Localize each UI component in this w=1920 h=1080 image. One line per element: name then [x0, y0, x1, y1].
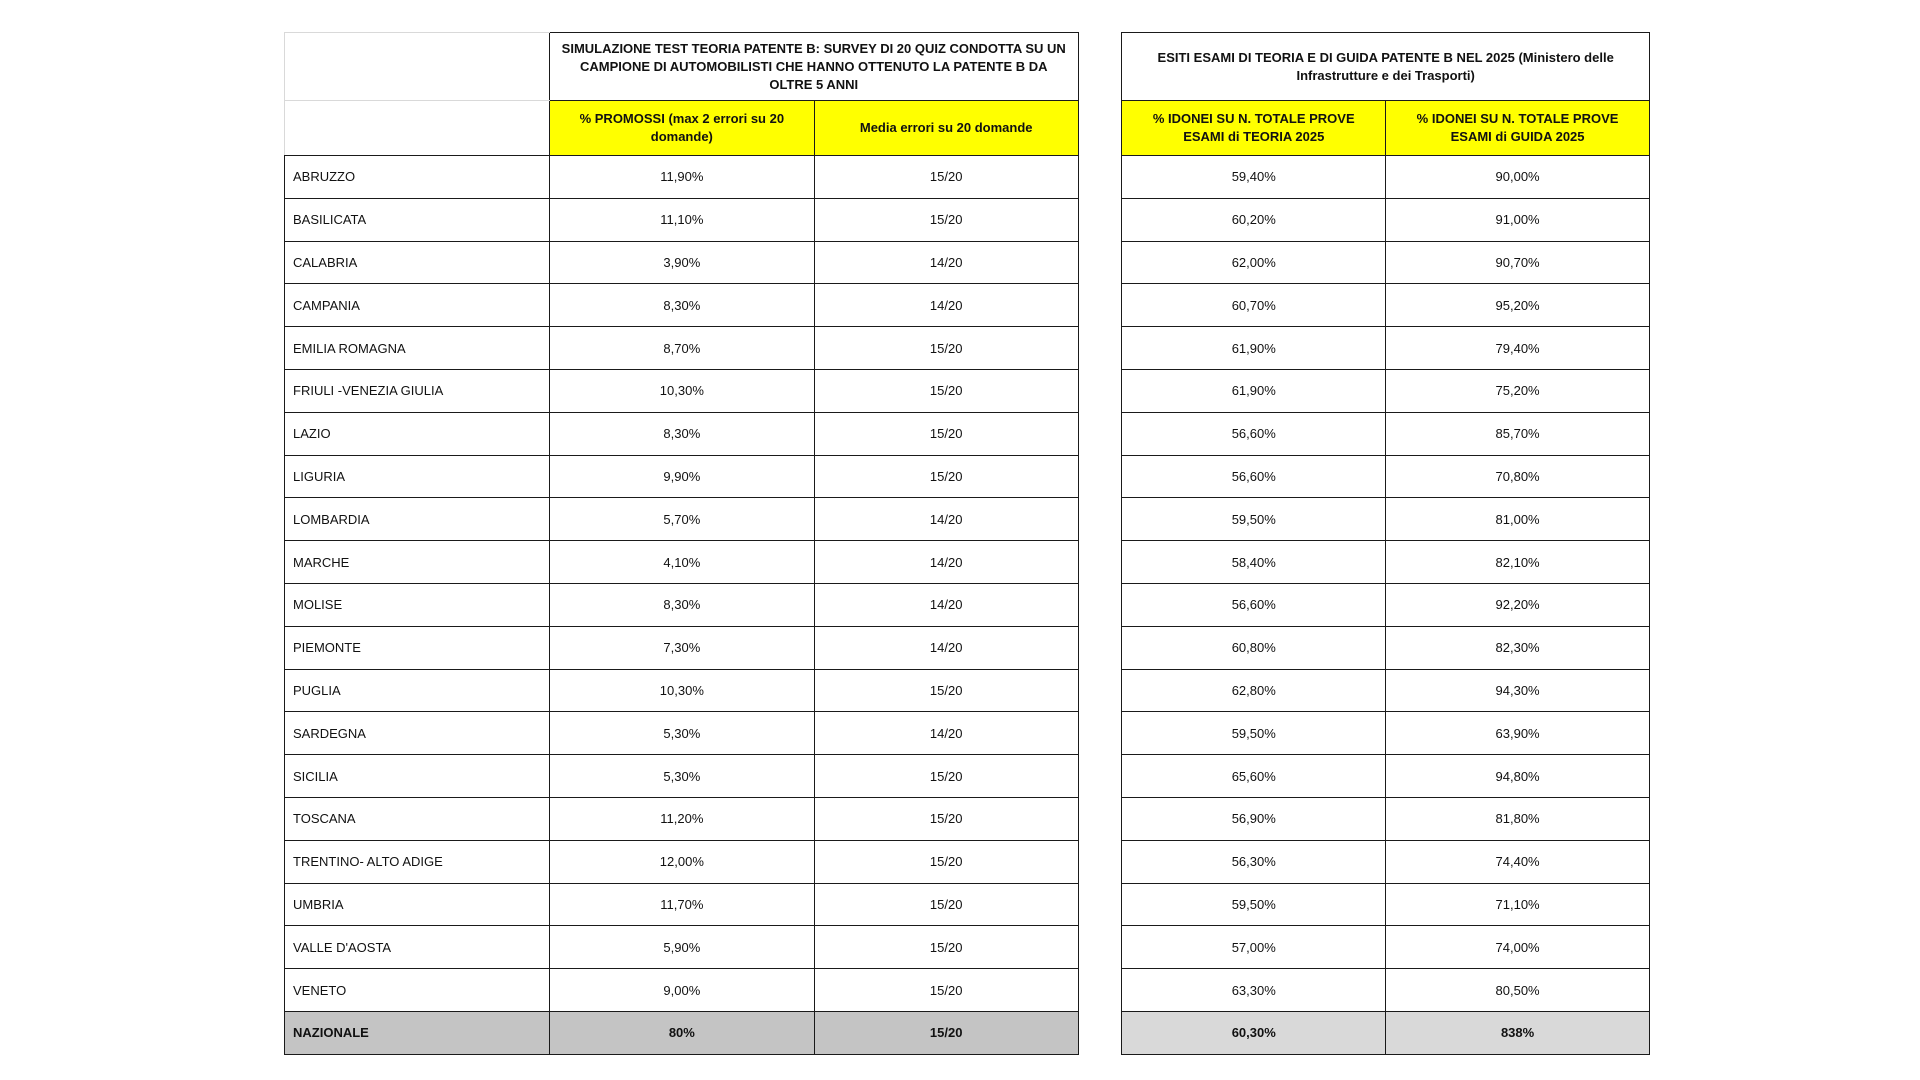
region-cell: VENETO — [285, 969, 550, 1012]
media-errori-cell: 15/20 — [814, 883, 1078, 926]
column-header-row — [285, 101, 1650, 156]
total-media-errori-cell: 15/20 — [814, 1011, 1078, 1054]
idonei-guida-cell: 82,30% — [1386, 626, 1650, 669]
table-row — [285, 712, 1650, 755]
promossi-cell: 11,20% — [549, 797, 814, 840]
promossi-cell: 11,70% — [549, 883, 814, 926]
promossi-cell: 9,90% — [549, 455, 814, 498]
media-errori-cell: 15/20 — [814, 755, 1078, 798]
column-gap — [1078, 198, 1122, 241]
region-cell: TOSCANA — [285, 797, 550, 840]
column-gap — [1078, 241, 1122, 284]
region-cell: BASILICATA — [285, 198, 550, 241]
column-gap — [1078, 156, 1122, 199]
media-errori-cell: 15/20 — [814, 969, 1078, 1012]
promossi-cell: 8,30% — [549, 583, 814, 626]
group-header-row — [285, 33, 1650, 101]
promossi-cell: 8,30% — [549, 284, 814, 327]
region-cell: CALABRIA — [285, 241, 550, 284]
idonei-teoria-cell: 58,40% — [1122, 541, 1386, 584]
region-cell: CAMPANIA — [285, 284, 550, 327]
table-row — [285, 797, 1650, 840]
idonei-teoria-cell: 59,40% — [1122, 156, 1386, 199]
table-row — [285, 498, 1650, 541]
total-promossi-cell: 80% — [549, 1011, 814, 1054]
region-cell: MARCHE — [285, 541, 550, 584]
exams-group-header: ESITI ESAMI DI TEORIA E DI GUIDA PATENTE B NEL 2025 (Ministero delle Infrastrutture e dei Trasporti) — [1122, 33, 1650, 101]
idonei-guida-cell: 82,10% — [1386, 541, 1650, 584]
column-gap — [1078, 1011, 1122, 1054]
media-errori-cell: 14/20 — [814, 241, 1078, 284]
media-errori-cell: 15/20 — [814, 926, 1078, 969]
idonei-guida-cell: 90,70% — [1386, 241, 1650, 284]
column-gap — [1078, 498, 1122, 541]
empty-header-cell — [285, 33, 550, 101]
column-gap — [1078, 369, 1122, 412]
idonei-guida-cell: 63,90% — [1386, 712, 1650, 755]
region-cell: PUGLIA — [285, 669, 550, 712]
idonei-guida-cell: 70,80% — [1386, 455, 1650, 498]
region-cell: MOLISE — [285, 583, 550, 626]
idonei-guida-cell: 79,40% — [1386, 327, 1650, 370]
idonei-guida-cell: 94,30% — [1386, 669, 1650, 712]
idonei-guida-cell: 74,00% — [1386, 926, 1650, 969]
idonei-teoria-cell: 61,90% — [1122, 327, 1386, 370]
column-gap — [1078, 284, 1122, 327]
promossi-cell: 10,30% — [549, 669, 814, 712]
column-gap — [1078, 755, 1122, 798]
media-errori-cell: 14/20 — [814, 712, 1078, 755]
media-errori-cell: 14/20 — [814, 626, 1078, 669]
idonei-teoria-cell: 60,20% — [1122, 198, 1386, 241]
total-idonei-teoria-cell: 60,30% — [1122, 1011, 1386, 1054]
table-row — [285, 369, 1650, 412]
media-errori-cell: 15/20 — [814, 198, 1078, 241]
promossi-cell: 11,10% — [549, 198, 814, 241]
idonei-guida-cell: 81,80% — [1386, 797, 1650, 840]
column-gap — [1078, 712, 1122, 755]
idonei-guida-cell: 94,80% — [1386, 755, 1650, 798]
idonei-teoria-cell: 56,60% — [1122, 412, 1386, 455]
table-row — [285, 755, 1650, 798]
table-body — [285, 33, 1650, 1055]
idonei-guida-cell: 90,00% — [1386, 156, 1650, 199]
table-row — [285, 840, 1650, 883]
region-cell: EMILIA ROMAGNA — [285, 327, 550, 370]
idonei-teoria-cell: 57,00% — [1122, 926, 1386, 969]
idonei-teoria-cell: 63,30% — [1122, 969, 1386, 1012]
table-row — [285, 198, 1650, 241]
column-gap — [1078, 541, 1122, 584]
media-errori-cell: 14/20 — [814, 284, 1078, 327]
total-idonei-guida-cell: 838% — [1386, 1011, 1650, 1054]
media-errori-cell: 14/20 — [814, 498, 1078, 541]
col-header-idonei-teoria: % IDONEI SU N. TOTALE PROVE ESAMI di TEORIA 2025 — [1122, 101, 1386, 156]
promossi-cell: 12,00% — [549, 840, 814, 883]
idonei-teoria-cell: 56,60% — [1122, 455, 1386, 498]
media-errori-cell: 15/20 — [814, 327, 1078, 370]
idonei-guida-cell: 75,20% — [1386, 369, 1650, 412]
region-cell: PIEMONTE — [285, 626, 550, 669]
region-cell: TRENTINO- ALTO ADIGE — [285, 840, 550, 883]
table-row — [285, 583, 1650, 626]
idonei-teoria-cell: 65,60% — [1122, 755, 1386, 798]
promossi-cell: 5,70% — [549, 498, 814, 541]
table-row — [285, 883, 1650, 926]
promossi-cell: 7,30% — [549, 626, 814, 669]
idonei-teoria-cell: 59,50% — [1122, 883, 1386, 926]
region-cell: LIGURIA — [285, 455, 550, 498]
idonei-teoria-cell: 60,80% — [1122, 626, 1386, 669]
column-gap — [1078, 455, 1122, 498]
promossi-cell: 4,10% — [549, 541, 814, 584]
idonei-guida-cell: 71,10% — [1386, 883, 1650, 926]
idonei-guida-cell: 81,00% — [1386, 498, 1650, 541]
idonei-guida-cell: 92,20% — [1386, 583, 1650, 626]
column-gap — [1078, 883, 1122, 926]
survey-group-header: SIMULAZIONE TEST TEORIA PATENTE B: SURVEY DI 20 QUIZ CONDOTTA SU UN CAMPIONE DI AUTOMOBILISTI CHE HANNO OTTENUTO LA PATENTE B DA OLTRE 5 ANNI — [549, 33, 1078, 101]
region-cell: LAZIO — [285, 412, 550, 455]
promossi-cell: 3,90% — [549, 241, 814, 284]
column-gap — [1078, 412, 1122, 455]
media-errori-cell: 15/20 — [814, 412, 1078, 455]
media-errori-cell: 14/20 — [814, 541, 1078, 584]
media-errori-cell: 15/20 — [814, 840, 1078, 883]
region-cell: SARDEGNA — [285, 712, 550, 755]
col-header-idonei-guida: % IDONEI SU N. TOTALE PROVE ESAMI di GUIDA 2025 — [1386, 101, 1650, 156]
table-row — [285, 241, 1650, 284]
idonei-teoria-cell: 56,90% — [1122, 797, 1386, 840]
table-row — [285, 626, 1650, 669]
promossi-cell: 8,70% — [549, 327, 814, 370]
idonei-guida-cell: 80,50% — [1386, 969, 1650, 1012]
idonei-teoria-cell: 62,00% — [1122, 241, 1386, 284]
promossi-cell: 9,00% — [549, 969, 814, 1012]
media-errori-cell: 15/20 — [814, 797, 1078, 840]
col-header-media-errori: Media errori su 20 domande — [814, 101, 1078, 156]
spreadsheet — [284, 32, 1650, 1055]
idonei-teoria-cell: 59,50% — [1122, 712, 1386, 755]
region-cell: SICILIA — [285, 755, 550, 798]
total-region-cell: NAZIONALE — [285, 1011, 550, 1054]
promossi-cell: 5,90% — [549, 926, 814, 969]
table-row — [285, 541, 1650, 584]
idonei-teoria-cell: 61,90% — [1122, 369, 1386, 412]
media-errori-cell: 15/20 — [814, 369, 1078, 412]
table-row — [285, 156, 1650, 199]
region-cell: UMBRIA — [285, 883, 550, 926]
table-row — [285, 412, 1650, 455]
media-errori-cell: 14/20 — [814, 583, 1078, 626]
region-cell: LOMBARDIA — [285, 498, 550, 541]
column-gap — [1078, 969, 1122, 1012]
column-gap — [1078, 626, 1122, 669]
promossi-cell: 5,30% — [549, 712, 814, 755]
column-gap — [1078, 583, 1122, 626]
region-cell: VALLE D'AOSTA — [285, 926, 550, 969]
column-gap — [1078, 797, 1122, 840]
empty-header-cell — [285, 101, 550, 156]
idonei-teoria-cell: 56,30% — [1122, 840, 1386, 883]
column-gap — [1078, 33, 1122, 101]
idonei-guida-cell: 74,40% — [1386, 840, 1650, 883]
idonei-guida-cell: 95,20% — [1386, 284, 1650, 327]
idonei-teoria-cell: 62,80% — [1122, 669, 1386, 712]
table-row — [285, 455, 1650, 498]
total-row — [285, 1011, 1650, 1054]
table-row — [285, 669, 1650, 712]
table-row — [285, 969, 1650, 1012]
table-row — [285, 284, 1650, 327]
promossi-cell: 5,30% — [549, 755, 814, 798]
idonei-teoria-cell: 59,50% — [1122, 498, 1386, 541]
col-header-promossi: % PROMOSSI (max 2 errori su 20 domande) — [549, 101, 814, 156]
idonei-guida-cell: 91,00% — [1386, 198, 1650, 241]
media-errori-cell: 15/20 — [814, 669, 1078, 712]
promossi-cell: 8,30% — [549, 412, 814, 455]
results-table — [284, 32, 1650, 1055]
column-gap — [1078, 840, 1122, 883]
region-cell: FRIULI -VENEZIA GIULIA — [285, 369, 550, 412]
idonei-teoria-cell: 56,60% — [1122, 583, 1386, 626]
region-cell: ABRUZZO — [285, 156, 550, 199]
idonei-guida-cell: 85,70% — [1386, 412, 1650, 455]
table-row — [285, 926, 1650, 969]
idonei-teoria-cell: 60,70% — [1122, 284, 1386, 327]
column-gap — [1078, 669, 1122, 712]
media-errori-cell: 15/20 — [814, 156, 1078, 199]
promossi-cell: 10,30% — [549, 369, 814, 412]
table-row — [285, 327, 1650, 370]
column-gap — [1078, 926, 1122, 969]
column-gap — [1078, 101, 1122, 156]
column-gap — [1078, 327, 1122, 370]
media-errori-cell: 15/20 — [814, 455, 1078, 498]
promossi-cell: 11,90% — [549, 156, 814, 199]
